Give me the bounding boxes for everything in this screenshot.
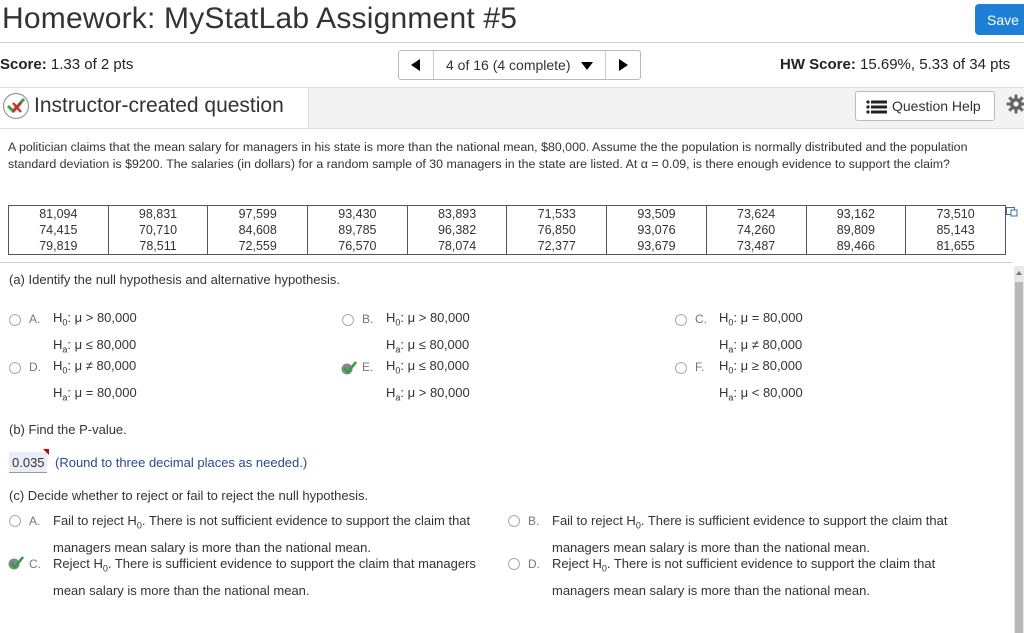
table-row [9,222,1006,238]
hw-score [780,56,1010,73]
null-hypothesis: $H_0$: μ > 80,000 [386,310,470,328]
part-c-prompt: (c) Decide whether to reject or fail to reject the null hypothesis. [9,488,369,503]
table-cell: 76,570 [308,238,408,255]
next-question-button[interactable] [605,51,640,79]
table-cell: 97,599 [208,206,308,223]
alternative-hypothesis: $H_a$: μ > 80,000 [386,384,470,403]
table-cell: 81,655 [906,238,1006,255]
save-button[interactable]: Save [975,4,1024,35]
page-title: Homework: MyStatLab Assignment #5 [2,2,518,35]
expand-table-icon[interactable] [1006,207,1018,217]
table-cell: 74,415 [9,222,109,238]
problem-text: A politician claims that the mean salary for managers in his state is more than the national mean, $80,000. Assume the the population is normally distributed and the population standard deviation is $9200. The salaries (in dollars) for a random sample of 30 managers in the state are listed. At α = 0.09, is there enough evidence to support the claim? [8,140,968,171]
radio-button[interactable] [342,314,354,326]
question-help-label: Question Help [892,98,981,114]
previous-question-button[interactable] [399,51,434,79]
radio-button[interactable] [508,515,520,527]
option-line: Fail to reject $H_0$. There is sufficient evidence to support the claim that [552,513,948,531]
option-letter: F. [695,360,705,374]
radio-button[interactable] [9,314,21,326]
alternative-hypothesis: $H_a$: μ < 80,000 [719,384,803,403]
option-letter: C. [29,557,41,571]
score-value: 1.33 of 2 pts [50,56,134,73]
arrow-left-icon [411,59,420,71]
table-cell: 93,509 [607,206,707,223]
option-letter: A. [29,514,41,528]
option-letter: D. [29,360,41,374]
table-cell: 74,260 [706,222,806,238]
table-cell: 73,510 [906,206,1006,223]
caret-down-icon[interactable] [581,62,593,70]
table-cell: 76,850 [507,222,607,238]
table-cell: 93,430 [308,206,408,223]
table-cell: 89,809 [806,222,906,238]
hypothesis-pair[interactable] [386,355,470,408]
decision-option[interactable] [552,553,935,601]
option-line: mean salary is more than the national mean. [53,582,310,598]
null-hypothesis: $H_0$: μ ≥ 80,000 [719,358,803,376]
table-cell: 78,074 [407,238,507,255]
correct-check-icon [341,361,357,375]
scrollbar-thumb[interactable] [1015,282,1023,633]
score-label: Score: [0,56,47,73]
rounding-hint: (Round to three decimal places as needed.) [55,455,308,470]
decision-option[interactable] [53,510,470,558]
option-line: Reject $H_0$. There is sufficient evidence to support the claim that managers [53,556,476,574]
salary-data-table [8,205,1006,255]
header-divider [0,42,1024,43]
table-cell: 73,487 [706,238,806,255]
p-value-answer[interactable]: 0.035 [9,452,47,473]
table-row [9,206,1006,223]
table-cell: 78,511 [108,238,208,255]
list-icon [866,100,887,114]
arrow-right-icon [619,59,628,71]
part-a-prompt: (a) Identify the null hypothesis and alternative hypothesis. [9,272,340,287]
answer-flag-icon [43,449,49,455]
table-cell: 89,466 [806,238,906,255]
option-letter: B. [362,312,374,326]
radio-button[interactable] [675,314,687,326]
option-line: managers mean salary is more than the national mean. [552,582,870,598]
option-line: Reject $H_0$. There is not sufficient evidence to support the claim that [552,556,936,574]
table-cell: 71,533 [507,206,607,223]
table-cell: 93,162 [806,206,906,223]
null-hypothesis: $H_0$: μ ≤ 80,000 [386,358,470,376]
option-line: Fail to reject $H_0$. There is not sufficient evidence to support the claim that [53,513,471,531]
table-cell: 79,819 [9,238,109,255]
table-cell: 89,785 [308,222,408,238]
decision-option[interactable] [552,510,947,558]
hypothesis-pair[interactable] [53,307,137,360]
table-cell: 98,831 [108,206,208,223]
radio-button[interactable] [508,558,520,570]
radio-button[interactable] [9,362,21,374]
table-cell: 83,893 [407,206,507,223]
option-letter: B. [528,514,540,528]
table-cell: 84,608 [208,222,308,238]
alternative-hypothesis: $H_a$: μ ≤ 80,000 [386,336,470,355]
decision-option[interactable] [53,553,476,601]
scroll-up-arrow-icon[interactable] [1014,266,1024,280]
table-cell: 72,559 [208,238,308,255]
option-letter: E. [362,360,374,374]
option-letter: A. [29,312,41,326]
table-row [9,238,1006,255]
alternative-hypothesis: $H_a$: μ ≠ 80,000 [719,336,803,355]
table-cell: 85,143 [906,222,1006,238]
null-hypothesis: $H_0$: μ > 80,000 [53,310,137,328]
option-letter: D. [528,557,540,571]
question-help-button[interactable] [855,91,995,121]
table-cell: 72,377 [507,238,607,255]
gear-icon[interactable] [1006,94,1024,114]
hypothesis-pair[interactable] [719,355,803,408]
option-line: managers mean salary is more than the national mean. [552,539,870,555]
part-b-prompt: (b) Find the P-value. [9,422,127,437]
hw-score-label: HW Score: [780,56,856,73]
table-cell: 96,382 [407,222,507,238]
option-letter: C. [695,312,707,326]
alternative-hypothesis: $H_a$: μ ≤ 80,000 [53,336,137,355]
hypothesis-pair[interactable] [386,307,470,360]
partial-credit-icon [2,92,30,120]
table-cell: 73,624 [706,206,806,223]
question-type-label: Instructor-created question [34,94,284,117]
null-hypothesis: $H_0$: μ = 80,000 [719,310,803,328]
table-cell: 70,710 [108,222,208,238]
option-line: managers mean salary is more than the national mean. [53,539,371,555]
question-selector[interactable]: 4 of 16 (4 complete) [446,57,571,73]
question-navigator [398,50,641,80]
hw-score-value: 15.69%, 5.33 of 34 pts [860,56,1011,73]
table-cell: 93,679 [607,238,707,255]
hypothesis-pair[interactable] [53,355,137,408]
table-cell: 81,094 [9,206,109,223]
alternative-hypothesis: $H_a$: μ = 80,000 [53,384,137,403]
null-hypothesis: $H_0$: μ ≠ 80,000 [53,358,137,376]
score [0,56,133,73]
radio-button[interactable] [9,515,21,527]
hypothesis-pair[interactable] [719,307,803,360]
table-cell: 93,076 [607,222,707,238]
section-divider [0,262,1012,263]
radio-button[interactable] [675,362,687,374]
correct-check-icon [8,556,24,570]
